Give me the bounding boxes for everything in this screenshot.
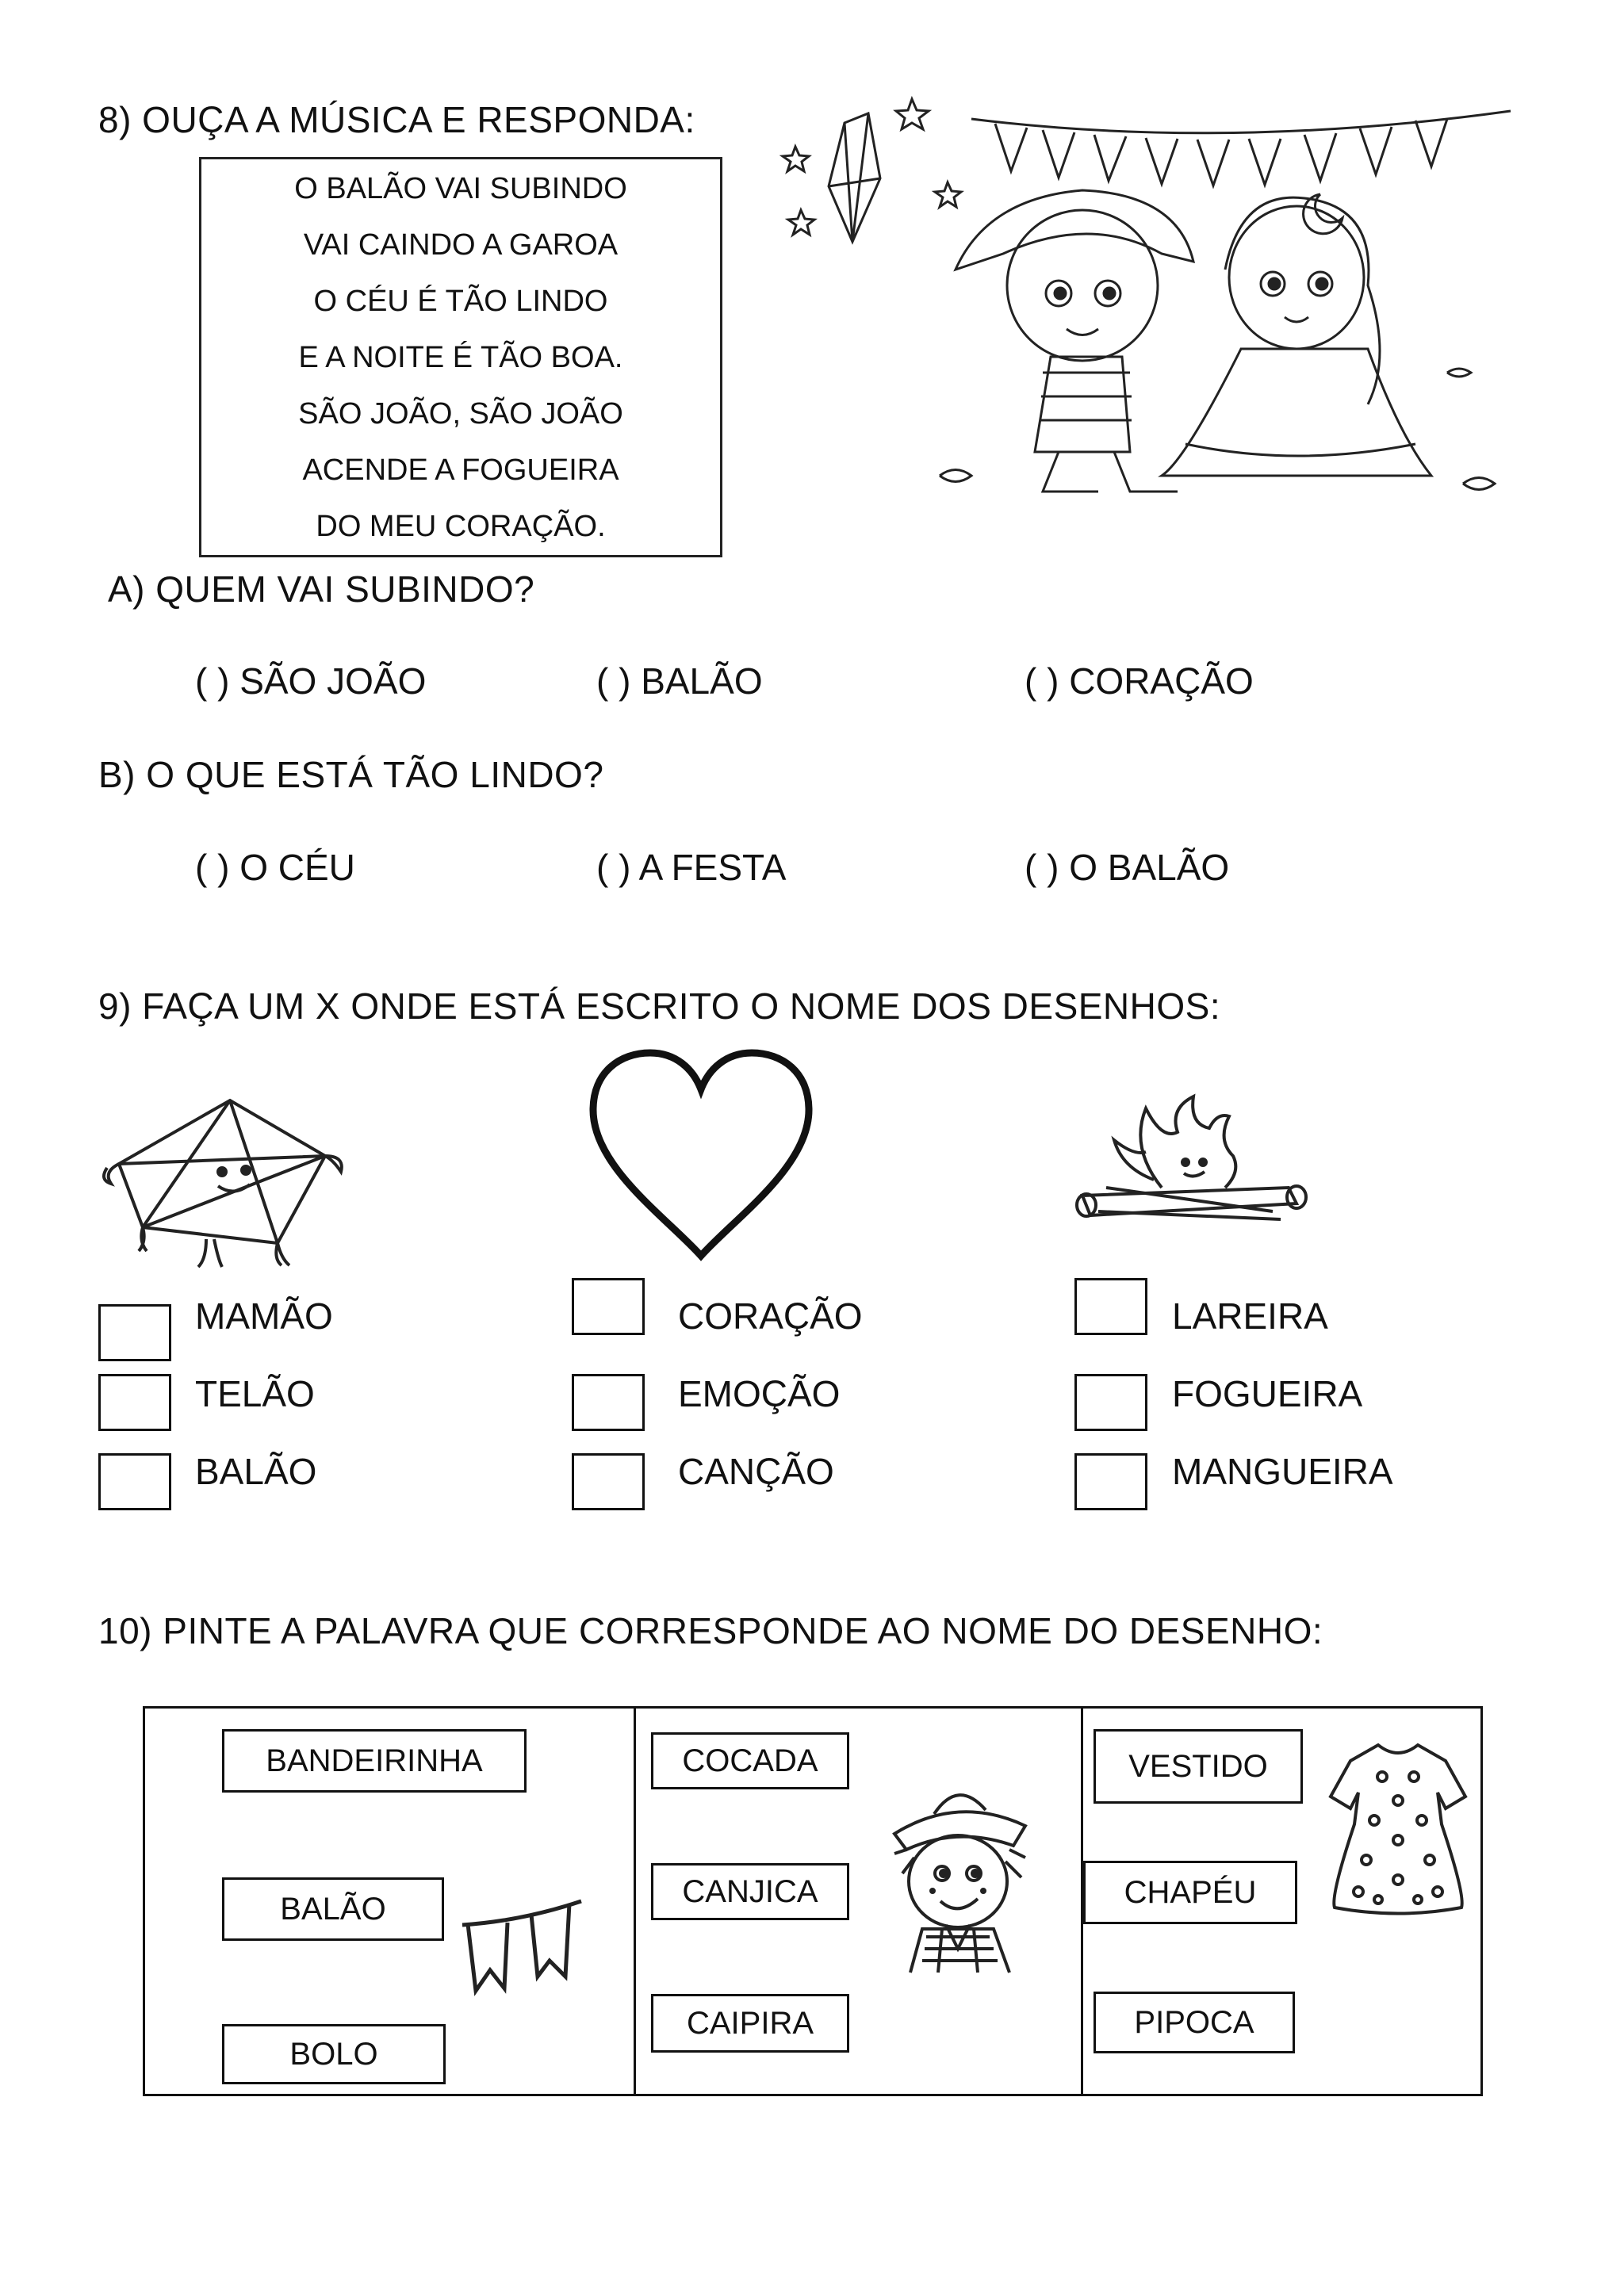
- q10-word-table: [143, 1706, 1483, 2096]
- table-divider: [634, 1709, 636, 2094]
- word-emocao: EMOÇÃO: [678, 1373, 841, 1414]
- word-mangueira: MANGUEIRA: [1172, 1451, 1393, 1492]
- q8-b-option-o-ceu[interactable]: ( ) O CÉU: [195, 847, 355, 888]
- checkbox-mangueira[interactable]: [1074, 1453, 1147, 1510]
- q8-b-option-o-balao[interactable]: ( ) O BALÃO: [1025, 847, 1230, 888]
- checkbox-emocao[interactable]: [572, 1374, 645, 1431]
- poem-line: O BALÃO VAI SUBINDO: [294, 172, 627, 205]
- poem-line: ACENDE A FOGUEIRA: [302, 453, 619, 487]
- word-box-bandeirinha[interactable]: BANDEIRINHA: [222, 1729, 527, 1793]
- word-coracao: CORAÇÃO: [678, 1295, 863, 1337]
- checkbox-telao[interactable]: [98, 1374, 171, 1431]
- poem-line: SÃO JOÃO, SÃO JOÃO: [298, 397, 623, 430]
- checkbox-cancao[interactable]: [572, 1453, 645, 1510]
- q9-title: 9) FAÇA UM X ONDE ESTÁ ESCRITO O NOME DOS DESENHOS:: [98, 985, 1221, 1027]
- word-telao: TELÃO: [195, 1373, 315, 1414]
- word-balao: BALÃO: [195, 1451, 317, 1492]
- q8-b-question: B) O QUE ESTÁ TÃO LINDO?: [98, 754, 604, 795]
- word-box-balao[interactable]: BALÃO: [222, 1877, 444, 1941]
- word-box-caipira[interactable]: CAIPIRA: [651, 1994, 849, 2053]
- q8-a-option-balao[interactable]: ( ) BALÃO: [596, 660, 763, 702]
- bonfire-icon: [1059, 1093, 1328, 1231]
- q10-title: 10) PINTE A PALAVRA QUE CORRESPONDE AO NOME DO DESENHO:: [98, 1610, 1323, 1651]
- word-mamao: MAMÃO: [195, 1295, 333, 1337]
- word-box-pipoca[interactable]: PIPOCA: [1094, 1992, 1295, 2053]
- word-lareira: LAREIRA: [1172, 1295, 1328, 1337]
- checkbox-fogueira[interactable]: [1074, 1374, 1147, 1431]
- checkbox-balao[interactable]: [98, 1453, 171, 1510]
- poem-line: DO MEU CORAÇÃO.: [316, 510, 606, 543]
- checkbox-lareira[interactable]: [1074, 1278, 1147, 1335]
- word-fogueira: FOGUEIRA: [1172, 1373, 1363, 1414]
- q8-a-option-sao-joao[interactable]: ( ) SÃO JOÃO: [195, 660, 427, 702]
- q8-a-question: A) QUEM VAI SUBINDO?: [108, 568, 535, 610]
- q8-a-option-coracao[interactable]: ( ) CORAÇÃO: [1025, 660, 1254, 702]
- polka-dot-dress-icon: [1327, 1737, 1469, 1919]
- word-box-canjica[interactable]: CANJICA: [651, 1863, 849, 1920]
- song-lyrics-box: [199, 157, 722, 557]
- festa-junina-couple-icon: [924, 103, 1526, 507]
- poem-line: O CÉU É TÃO LINDO: [313, 285, 608, 318]
- word-box-chapeu[interactable]: CHAPÉU: [1083, 1861, 1297, 1924]
- checkbox-mamao[interactable]: [98, 1304, 171, 1361]
- q8-b-option-a-festa[interactable]: ( ) A FESTA: [596, 847, 787, 888]
- heart-icon: [588, 1048, 814, 1262]
- poem-line: E A NOITE É TÃO BOA.: [298, 341, 623, 374]
- caipira-boy-icon: [879, 1778, 1037, 1976]
- word-box-vestido[interactable]: VESTIDO: [1094, 1729, 1303, 1804]
- q8-title: 8) OUÇA A MÚSICA E RESPONDA:: [98, 99, 695, 140]
- bunting-flags-icon: [458, 1897, 585, 2000]
- word-cancao: CANÇÃO: [678, 1451, 834, 1492]
- kite-balloon-icon: [95, 1093, 365, 1267]
- poem-line: VAI CAINDO A GAROA: [303, 228, 619, 262]
- word-box-cocada[interactable]: COCADA: [651, 1732, 849, 1789]
- checkbox-coracao[interactable]: [572, 1278, 645, 1335]
- word-box-bolo[interactable]: BOLO: [222, 2024, 446, 2084]
